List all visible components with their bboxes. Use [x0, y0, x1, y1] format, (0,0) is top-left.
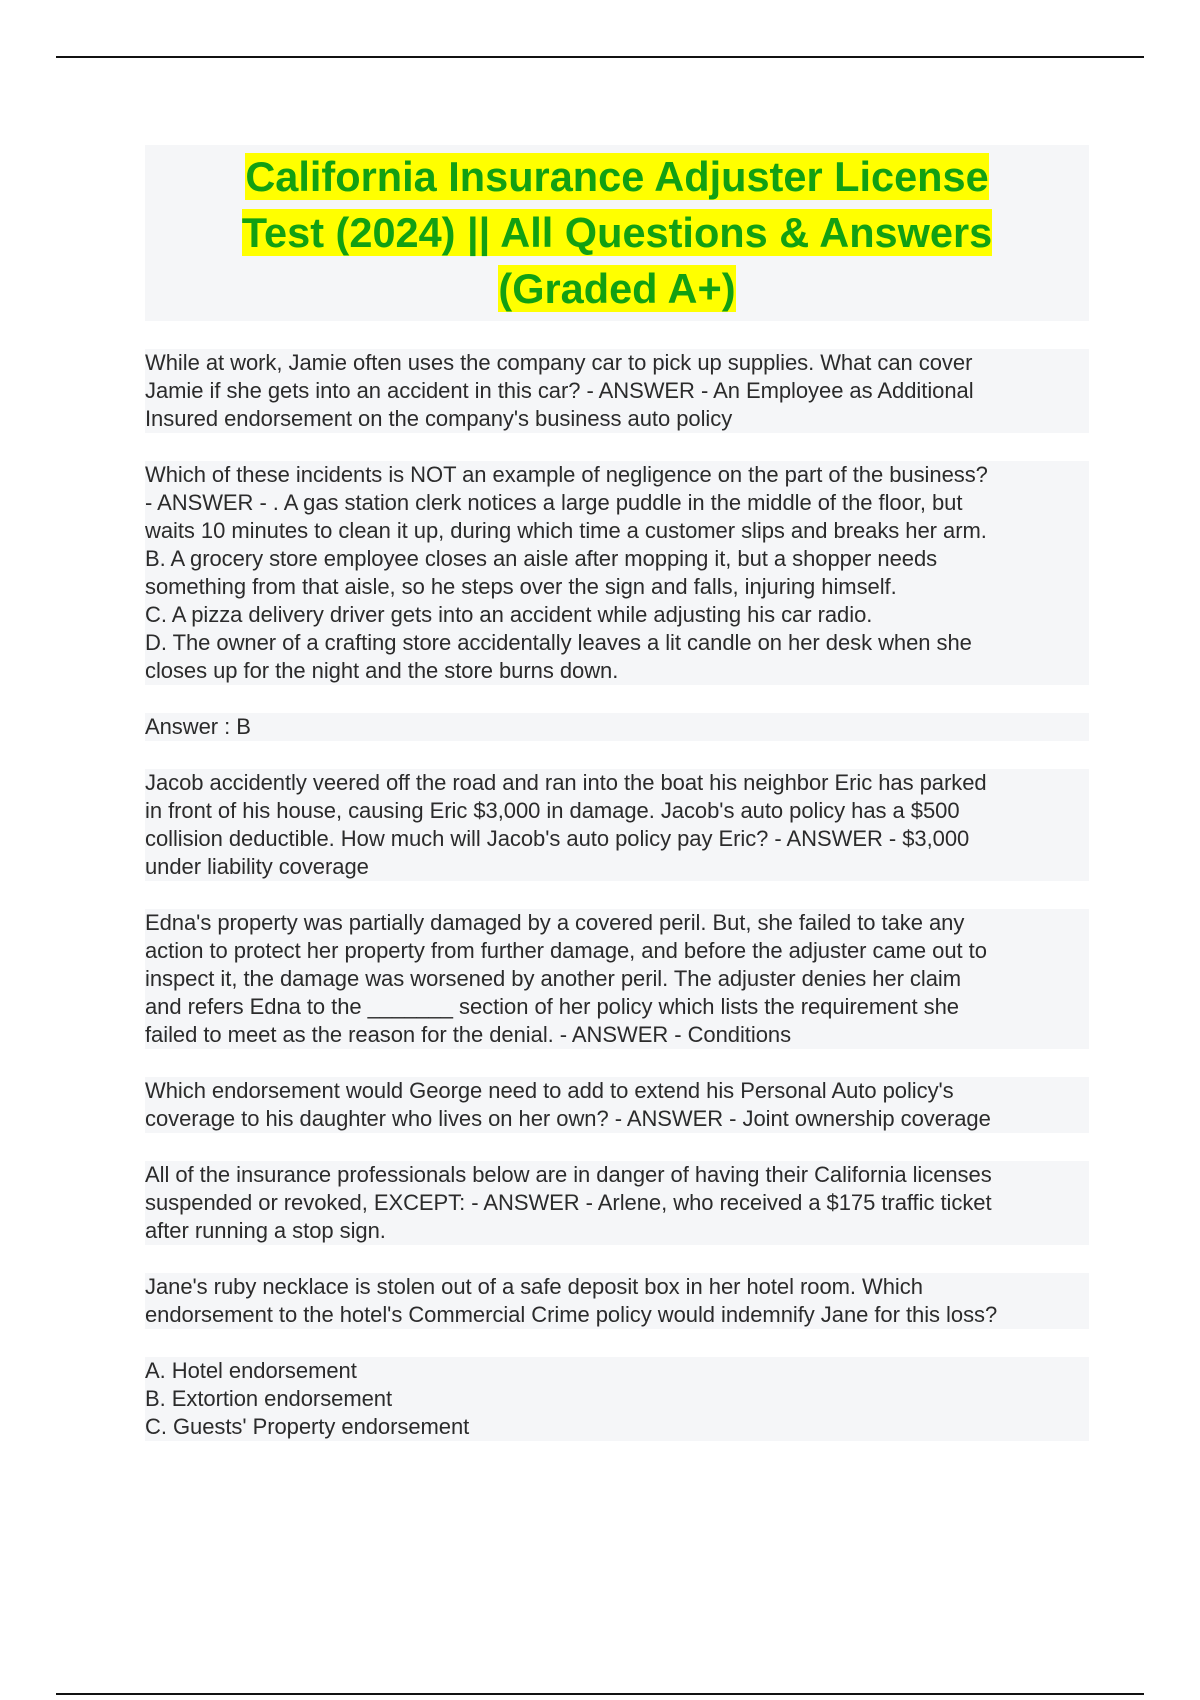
title-line: Test (2024) || All Questions & Answers	[241, 209, 993, 256]
text-line: endorsement to the hotel's Commercial Crime policy would indemnify Jane for this loss?	[145, 1301, 1089, 1329]
text-line: coverage to his daughter who lives on her own? - ANSWER - Joint ownership coverage	[145, 1105, 1089, 1133]
text-line: waits 10 minutes to clean it up, during which time a customer slips and breaks her arm.	[145, 517, 1089, 545]
text-line: something from that aisle, so he steps over the sign and falls, injuring himself.	[145, 573, 1089, 601]
question-block	[145, 769, 1089, 881]
document-title	[145, 145, 1089, 321]
document-body	[145, 145, 1089, 1469]
question-block	[145, 713, 1089, 741]
question-block	[145, 1161, 1089, 1245]
text-line: after running a stop sign.	[145, 1217, 1089, 1245]
text-line: Which endorsement would George need to add to extend his Personal Auto policy's	[145, 1077, 1089, 1105]
text-line: - ANSWER - . A gas station clerk notices a large puddle in the middle of the floor, but	[145, 489, 1089, 517]
question-block	[145, 1077, 1089, 1133]
top-rule	[56, 56, 1144, 58]
question-block	[145, 461, 1089, 685]
text-line: action to protect her property from further damage, and before the adjuster came out to	[145, 937, 1089, 965]
bottom-rule	[56, 1693, 1144, 1695]
text-line: Answer : B	[145, 713, 1089, 741]
text-line: in front of his house, causing Eric $3,000 in damage. Jacob's auto policy has a $500	[145, 797, 1089, 825]
text-line: While at work, Jamie often uses the company car to pick up supplies. What can cover	[145, 349, 1089, 377]
question-list	[145, 349, 1089, 1441]
text-line: Edna's property was partially damaged by a covered peril. But, she failed to take any	[145, 909, 1089, 937]
text-line: C. Guests' Property endorsement	[145, 1413, 1089, 1441]
text-line: A. Hotel endorsement	[145, 1357, 1089, 1385]
question-block	[145, 909, 1089, 1049]
text-line: collision deductible. How much will Jacob's auto policy pay Eric? - ANSWER - $3,000	[145, 825, 1089, 853]
question-block	[145, 349, 1089, 433]
text-line: Which of these incidents is NOT an example of negligence on the part of the business?	[145, 461, 1089, 489]
text-line: D. The owner of a crafting store accidentally leaves a lit candle on her desk when she	[145, 629, 1089, 657]
question-block	[145, 1273, 1089, 1329]
text-line: Jamie if she gets into an accident in this car? - ANSWER - An Employee as Additional	[145, 377, 1089, 405]
text-line: C. A pizza delivery driver gets into an accident while adjusting his car radio.	[145, 601, 1089, 629]
title-line: (Graded A+)	[498, 265, 736, 312]
text-line: and refers Edna to the _______ section of her policy which lists the requirement she	[145, 993, 1089, 1021]
question-block	[145, 1357, 1089, 1441]
text-line: inspect it, the damage was worsened by another peril. The adjuster denies her claim	[145, 965, 1089, 993]
text-line: B. A grocery store employee closes an aisle after mopping it, but a shopper needs	[145, 545, 1089, 573]
text-line: under liability coverage	[145, 853, 1089, 881]
title-line: California Insurance Adjuster License	[245, 153, 989, 200]
text-line: suspended or revoked, EXCEPT: - ANSWER - Arlene, who received a $175 traffic ticket	[145, 1189, 1089, 1217]
text-line: Jane's ruby necklace is stolen out of a safe deposit box in her hotel room. Which	[145, 1273, 1089, 1301]
text-line: Insured endorsement on the company's business auto policy	[145, 405, 1089, 433]
text-line: All of the insurance professionals below are in danger of having their California licenses	[145, 1161, 1089, 1189]
text-line: B. Extortion endorsement	[145, 1385, 1089, 1413]
text-line: Jacob accidently veered off the road and ran into the boat his neighbor Eric has parked	[145, 769, 1089, 797]
text-line: failed to meet as the reason for the denial. - ANSWER - Conditions	[145, 1021, 1089, 1049]
text-line: closes up for the night and the store burns down.	[145, 657, 1089, 685]
